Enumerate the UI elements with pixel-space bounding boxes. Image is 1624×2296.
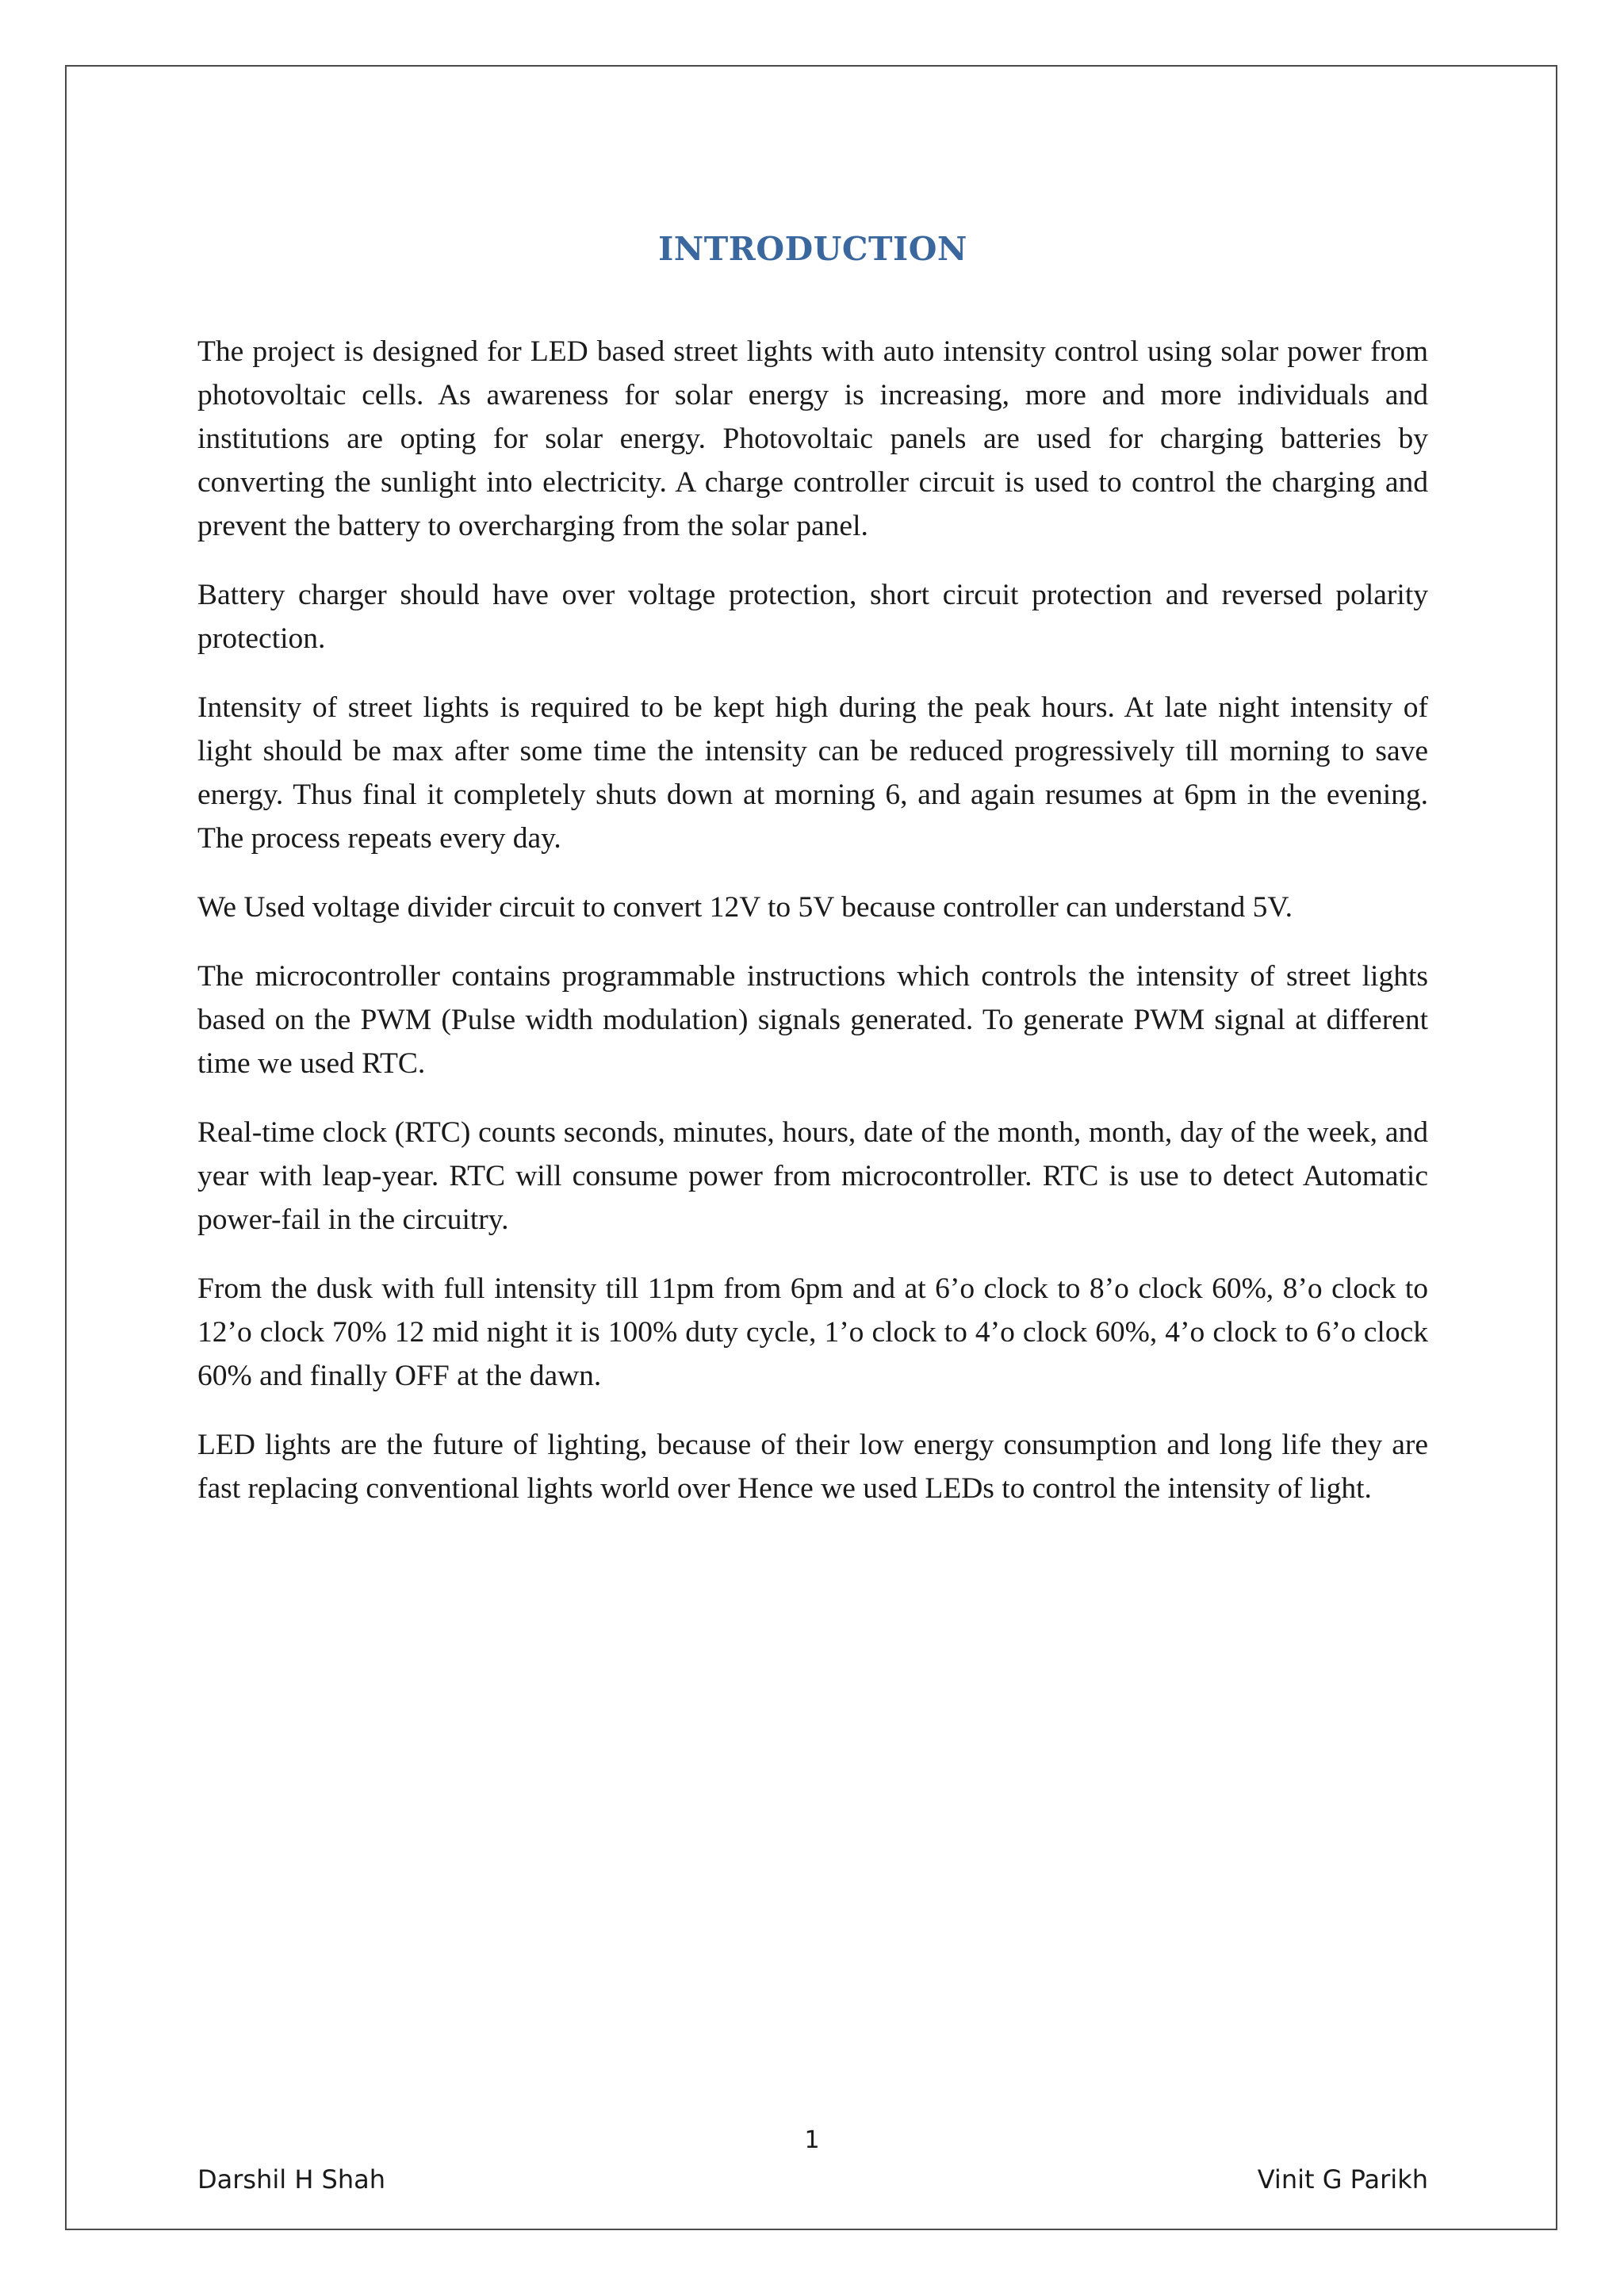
document-body [197, 230, 1428, 1536]
page-number: 1 [804, 2126, 820, 2154]
paragraph-schedule: From the dusk with full intensity till 11pm from 6pm and at 6’o clock to 8’o clock 60%, 8’o clock to 12’o clock 70% 12 mid night it is 100% duty cycle, 1’o clock to 4’o clock 60%, 4’o clock to 6’o clock 60% and finally OFF at the dawn. [197, 1272, 1428, 1392]
paragraph-voltage-divider: We Used voltage divider circuit to convert 12V to 5V because controller can understand 5V. [197, 891, 1293, 924]
footer-author-left: Darshil H Shah [197, 2164, 386, 2195]
paragraph-microcontroller: The microcontroller contains programmable instructions which controls the intensity of street lights based on the PWM (Pulse width modulation) signals generated. To generate PWM signal at different time we used RTC. [197, 960, 1428, 1080]
paragraph-rtc: Real-time clock (RTC) counts seconds, minutes, hours, date of the month, month, day of the week, and year with leap-year. RTC will consume power from microcontroller. RTC is use to detect Automatic power-fail in the circuitry. [197, 1116, 1428, 1236]
footer-author-right: Vinit G Parikh [1257, 2164, 1428, 2195]
page-title: INTRODUCTION [658, 230, 967, 268]
paragraph-battery-charger: Battery charger should have over voltage protection, short circuit protection and reversed polarity protection. [197, 579, 1428, 655]
paragraph-intro: The project is designed for LED based street lights with auto intensity control using solar power from photovoltaic cells. As awareness for solar energy is increasing, more and more individuals and institutions are opting for solar energy. Photovoltaic panels are used for charging batteries by converting the sunlight into electricity. A charge controller circuit is used to control the charging and prevent the battery to overcharging from the solar panel. [197, 335, 1428, 542]
paragraph-intensity: Intensity of street lights is required to be kept high during the peak hours. At late night intensity of light should be max after some time the intensity can be reduced progressively till morning to save energy. Thus final it completely shuts down at morning 6, and again resumes at 6pm in the evening. The process repeats every day. [197, 691, 1428, 855]
paragraph-led-future: LED lights are the future of lighting, because of their low energy consumption and long life they are fast replacing conventional lights world over Hence we used LEDs to control the intensity of light. [197, 1429, 1428, 1505]
